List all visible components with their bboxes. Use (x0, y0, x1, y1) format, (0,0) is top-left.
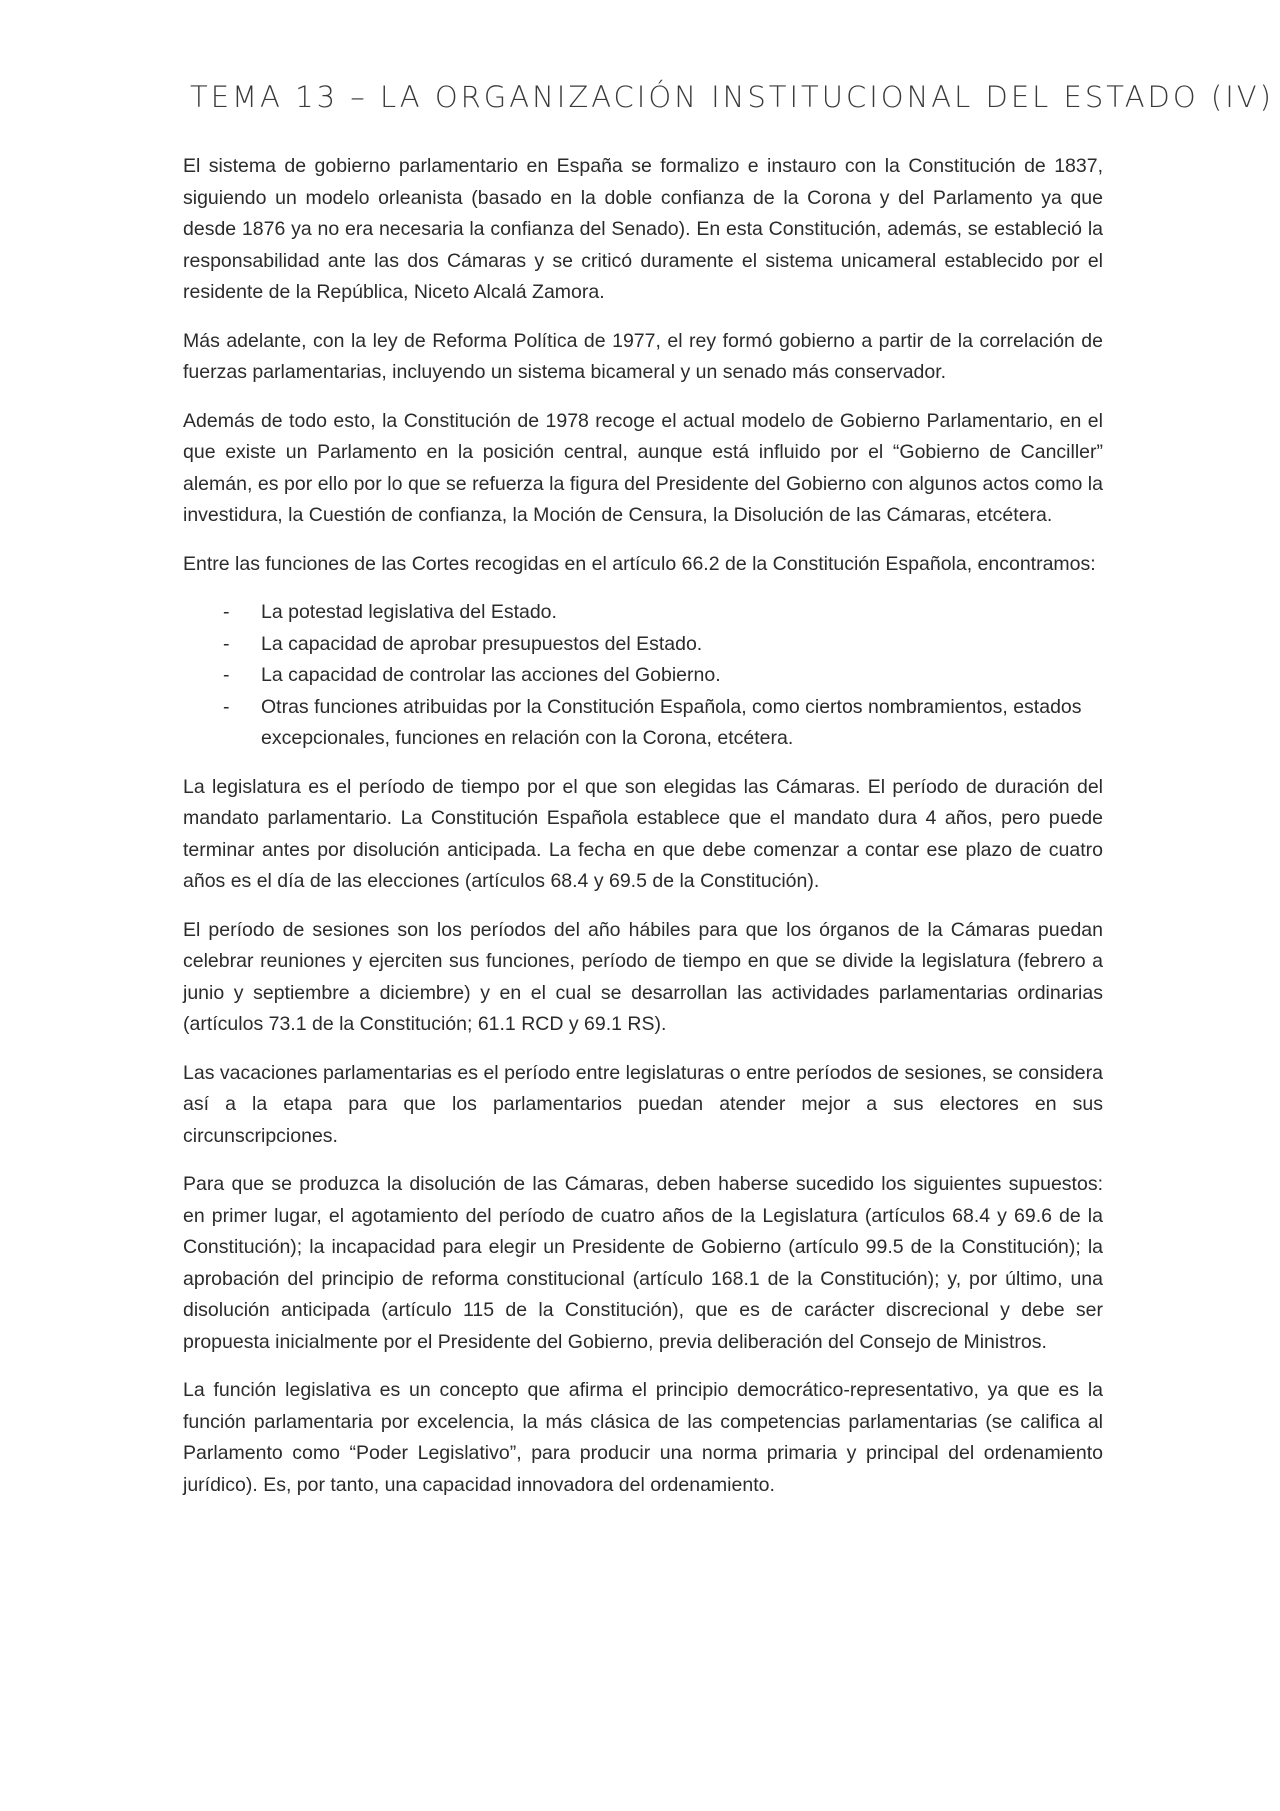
list-item-text: La potestad legislativa del Estado. (261, 601, 557, 623)
paragraph: Más adelante, con la ley de Reforma Política de 1977, el rey formó gobierno a partir de la correlación de fuerzas parlamentarias, incluyendo un sistema bicameral y un senado más conservador. (183, 329, 1103, 383)
paragraph: El período de sesiones son los períodos del año hábiles para que los órganos de la Cámaras puedan celebrar reuniones y ejerciten sus funciones, período de tiempo en que se divide la legislatura (febrero a junio y septiembre a diciembre) y en el cual se desarrollan las actividades parlamentarias ordinarias (artículos 73.1 de la Constitución; 61.1 RCD y 69.1 RS). (183, 918, 1103, 1035)
paragraph: Además de todo esto, la Constitución de 1978 recoge el actual modelo de Gobierno Parlamentario, en el que existe un Parlamento en la posición central, aunque está influido por el “Gobierno de Canciller” alemán, es por ello por lo que se refuerza la figura del Presidente del Gobierno con algunos actos como la investidura, la Cuestión de confianza, la Moción de Censura, la Disolución de las Cámaras, etcétera. (183, 409, 1103, 526)
list-bullet: - (223, 695, 230, 718)
list-item (183, 597, 1103, 629)
paragraph: La función legislativa es un concepto que afirma el principio democrático-representativo, ya que es la función parlamentaria por excelencia, la más clásica de las competencias parlamentarias (se califica al Parlamento como “Poder Legislativo”, para producir una norma primaria y principal del ordenamiento jurídico). Es, por tanto, una capacidad innovadora del ordenamiento. (183, 1379, 1103, 1496)
list-bullet: - (223, 632, 230, 655)
paragraph: Las vacaciones parlamentarias es el período entre legislaturas o entre períodos de sesiones, se considera así a la etapa para que los parlamentarios puedan atender mejor a sus electores en sus circunscripciones. (183, 1061, 1103, 1147)
list-item (183, 629, 1103, 661)
list-item (183, 660, 1103, 692)
paragraph: El sistema de gobierno parlamentario en España se formalizo e instauro con la Constitución de 1837, siguiendo un modelo orleanista (basado en la doble confianza de la Corona y del Parlamento ya que desde 1876 ya no era necesaria la confianza del Senado). En esta Constitución, además, se estableció la responsabilidad ante las dos Cámaras y se criticó duramente el sistema unicameral establecido por el residente de la República, Niceto Alcalá Zamora. (183, 155, 1103, 303)
page-title: TEMA 13 – LA ORGANIZACIÓN INSTITUCIONAL DEL ESTADO (IV) (190, 80, 1274, 114)
paragraph: La legislatura es el período de tiempo por el que son elegidas las Cámaras. El período de duración del mandato parlamentario. La Constitución Española establece que el mandato dura 4 años, pero puede terminar antes por disolución anticipada. La fecha en que debe comenzar a contar ese plazo de cuatro años es el día de las elecciones (artículos 68.4 y 69.5 de la Constitución). (183, 775, 1103, 892)
paragraph: Para que se produzca la disolución de las Cámaras, deben haberse sucedido los siguientes supuestos: en primer lugar, el agotamiento del período de cuatro años de la Legislatura (artículos 68.4 y 69.6 de la Constitución); la incapacidad para elegir un Presidente de Gobierno (artículo 99.5 de la Constitución); la aprobación del principio de reforma constitucional (artículo 168.1 de la Constitución); y, por último, una disolución anticipada (artículo 115 de la Constitución), que es de carácter discrecional y debe ser propuesta inicialmente por el Presidente del Gobierno, previa deliberación del Consejo de Ministros. (183, 1173, 1103, 1353)
list-bullet: - (223, 664, 230, 686)
list-bullet: - (223, 601, 230, 623)
list-item-text: Otras funciones atribuidas por la Constitución Española, como ciertos nombramientos, estados excepcionales, funciones en relación con la Corona, etcétera. (261, 695, 1082, 749)
functions-list (183, 597, 1103, 755)
paragraph: Entre las funciones de las Cortes recogidas en el artículo 66.2 de la Constitución Española, encontramos: (183, 552, 1096, 575)
document-body (183, 151, 1103, 1518)
list-item-text: La capacidad de controlar las acciones del Gobierno. (261, 664, 721, 686)
list-item-text: La capacidad de aprobar presupuestos del Estado. (261, 632, 703, 655)
list-item (183, 692, 1103, 755)
